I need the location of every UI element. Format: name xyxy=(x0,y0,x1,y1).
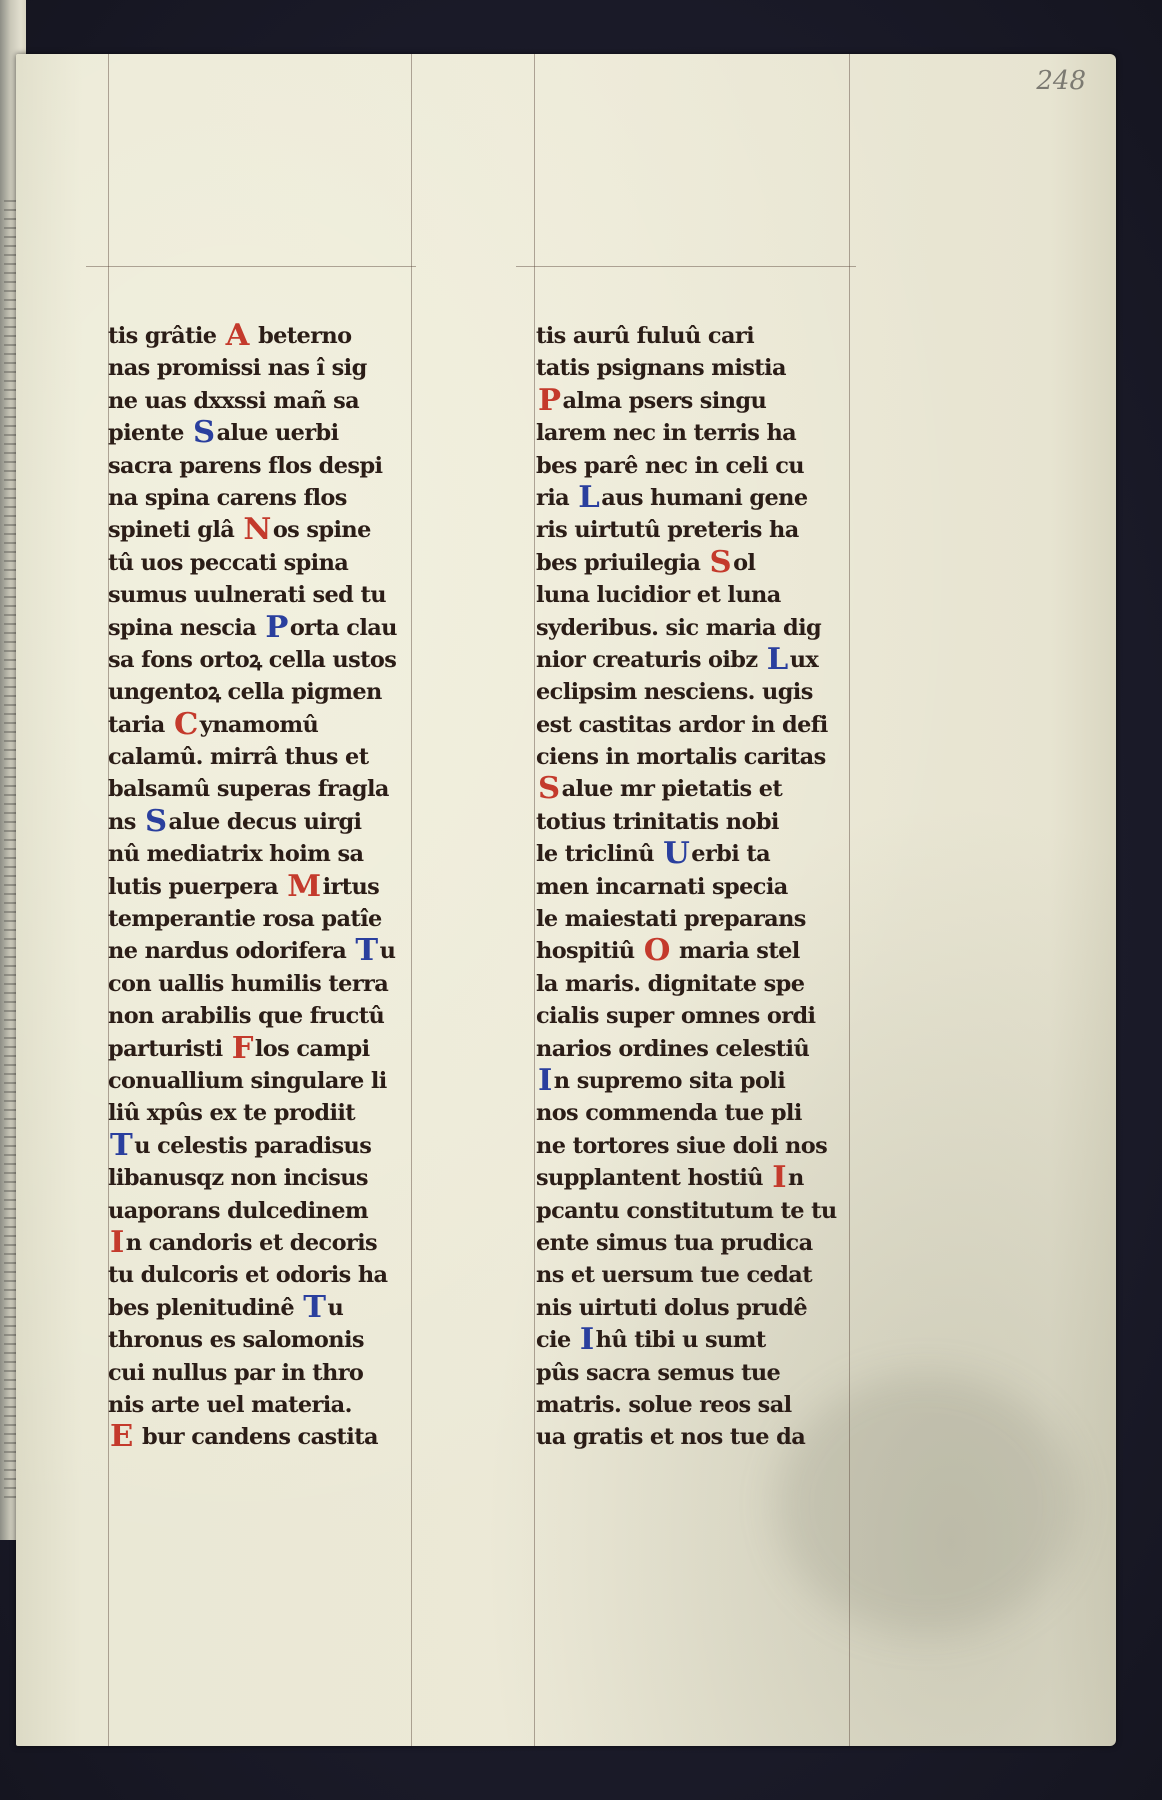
text-line xyxy=(536,612,888,644)
text-line xyxy=(108,1065,445,1097)
text-line xyxy=(108,1324,445,1356)
line-text: larem nec in terris ha xyxy=(536,420,797,447)
text-line xyxy=(536,1259,888,1291)
text-line xyxy=(536,1097,888,1129)
line-text: parturisti xyxy=(108,1035,230,1062)
line-text: spina nescia xyxy=(108,614,264,641)
line-text: matris. solue reos sal xyxy=(536,1391,792,1418)
text-line xyxy=(108,773,445,805)
decorated-initial: M xyxy=(287,868,321,904)
line-text: la maris. dignitate spe xyxy=(536,970,805,997)
line-text: pcantu constitutum te tu xyxy=(536,1197,837,1224)
decorated-initial: I xyxy=(538,1062,552,1098)
line-text: con uallis humilis terra xyxy=(108,970,389,997)
line-text: ynamomû xyxy=(199,711,319,738)
line-text: sacra parens flos despi xyxy=(108,452,383,479)
folio-number: 248 xyxy=(1036,66,1086,96)
text-line xyxy=(108,482,445,514)
text-line xyxy=(108,1389,445,1421)
line-text: supplantent hostiû xyxy=(536,1165,771,1192)
line-text: hospitiû xyxy=(536,938,642,965)
line-text: ne uas dxxssi mañ sa xyxy=(108,387,360,414)
text-line xyxy=(108,1421,445,1453)
decorated-initial: L xyxy=(578,479,600,515)
text-line xyxy=(536,838,888,870)
line-text: non arabilis que fructû xyxy=(108,1003,385,1030)
line-text: le triclinû xyxy=(536,841,662,868)
line-text: ns et uersum tue cedat xyxy=(536,1262,812,1289)
line-text: hû tibi u sumt xyxy=(595,1327,766,1354)
text-line xyxy=(536,320,888,352)
text-line xyxy=(108,903,445,935)
text-line xyxy=(108,547,445,579)
line-text: alma psers singu xyxy=(562,387,767,414)
decorated-initial: I xyxy=(110,1224,124,1260)
line-text: calamû. mirrâ thus et xyxy=(108,744,369,771)
text-line xyxy=(108,514,445,546)
line-text: liû xpûs ex te prodiit xyxy=(108,1100,356,1127)
text-line xyxy=(536,1227,888,1259)
line-text: eclipsim nesciens. ugis xyxy=(536,679,813,706)
line-text: temperantie rosa patîe xyxy=(108,906,382,933)
line-text: balsamû superas fragla xyxy=(108,776,389,803)
line-text: na spina carens flos xyxy=(108,484,347,511)
text-line xyxy=(108,1224,445,1260)
text-line xyxy=(536,1421,888,1453)
decorated-initial: A xyxy=(225,318,249,353)
line-text: spineti glâ xyxy=(108,517,242,544)
text-line xyxy=(108,1030,445,1066)
text-line xyxy=(536,544,888,580)
ruling-top-right xyxy=(516,266,856,267)
decorated-initial: U xyxy=(663,836,690,872)
line-text: le maiestati preparans xyxy=(536,906,806,933)
text-line xyxy=(536,903,888,935)
line-text: n xyxy=(787,1165,804,1192)
line-text: ungentoꝝ cella pigmen xyxy=(108,679,382,706)
text-line xyxy=(108,935,445,967)
text-line xyxy=(108,1357,445,1389)
text-line xyxy=(108,417,445,449)
line-text: aus humani gene xyxy=(601,484,808,511)
text-line xyxy=(108,706,445,742)
line-text: ria xyxy=(536,484,577,511)
line-text: erbi ta xyxy=(691,841,771,868)
line-text: u celestis paradisus xyxy=(134,1132,372,1159)
decorated-initial: T xyxy=(355,933,378,969)
line-text: conuallium singulare li xyxy=(108,1067,387,1094)
text-line xyxy=(536,1195,888,1227)
text-line xyxy=(108,968,445,1000)
text-line xyxy=(536,450,888,482)
line-text: alue uerbi xyxy=(216,420,339,447)
line-text: u xyxy=(379,938,396,965)
line-text: sumus uulnerati sed tu xyxy=(108,582,386,609)
text-line xyxy=(536,514,888,546)
decorated-initial: P xyxy=(265,609,288,645)
ruling-top-left xyxy=(86,266,416,267)
text-line xyxy=(536,479,888,515)
line-text: los campi xyxy=(254,1035,370,1062)
text-line xyxy=(536,709,888,741)
text-line xyxy=(108,385,445,417)
line-text: pûs sacra semus tue xyxy=(536,1359,781,1386)
decorated-initial: S xyxy=(193,415,215,451)
line-text: cui nullus par in thro xyxy=(108,1359,364,1386)
text-line xyxy=(536,1357,888,1389)
line-text: uaporans dulcedinem xyxy=(108,1197,369,1224)
text-line xyxy=(536,676,888,708)
decorated-initial: S xyxy=(709,544,732,580)
text-line xyxy=(536,1000,888,1032)
text-line xyxy=(108,1162,445,1194)
line-text: ente simus tua prudica xyxy=(536,1229,813,1256)
decorated-initial: F xyxy=(231,1030,253,1066)
line-text: n supremo sita poli xyxy=(553,1067,786,1094)
manuscript-page xyxy=(16,54,1116,1746)
decorated-initial: P xyxy=(538,382,561,418)
left-text-column xyxy=(108,320,438,1454)
decorated-initial: I xyxy=(579,1322,594,1358)
text-line xyxy=(108,838,445,870)
line-text: sa fons ortoꝝ cella ustos xyxy=(108,646,397,673)
text-line xyxy=(536,741,888,773)
text-line xyxy=(108,741,445,773)
text-line xyxy=(536,968,888,1000)
line-text: beterno xyxy=(250,323,352,349)
text-line xyxy=(536,641,888,677)
line-text: nis uirtuti dolus prudê xyxy=(536,1294,808,1321)
text-line xyxy=(536,1033,888,1065)
line-text: syderibus. sic maria dig xyxy=(536,614,822,641)
text-line xyxy=(108,450,445,482)
decorated-initial: C xyxy=(173,706,198,742)
line-text: ciens in mortalis caritas xyxy=(536,744,826,771)
line-text: cialis super omnes ordi xyxy=(536,1003,816,1030)
line-text: tis grâtie xyxy=(108,323,224,349)
decorated-initial: T xyxy=(303,1289,326,1325)
line-text: thronus es salomonis xyxy=(108,1327,364,1354)
text-line xyxy=(108,803,445,839)
text-line xyxy=(536,1130,888,1162)
decorated-initial: L xyxy=(766,641,788,677)
text-line xyxy=(536,773,888,805)
text-line xyxy=(108,1127,445,1163)
line-text: ua gratis et nos tue da xyxy=(536,1424,806,1451)
line-text: irtus xyxy=(322,873,380,900)
text-line xyxy=(108,644,445,676)
text-line xyxy=(536,1062,888,1098)
text-line xyxy=(108,579,445,611)
line-text: ne nardus odorifera xyxy=(108,938,354,965)
line-text: nû mediatrix hoim sa xyxy=(108,841,364,868)
text-line xyxy=(536,1162,888,1194)
line-text: nas promissi nas î sig xyxy=(108,355,367,382)
line-text: totius trinitatis nobi xyxy=(536,808,779,835)
decorated-initial: S xyxy=(538,771,560,807)
line-text: libanusqz non incisus xyxy=(108,1165,368,1192)
line-text: maria stel xyxy=(671,938,800,965)
text-line xyxy=(536,935,888,967)
line-text: nis arte uel materia. xyxy=(108,1391,352,1418)
text-line xyxy=(108,1195,445,1227)
text-line xyxy=(536,1324,888,1356)
line-text: bes priuilegia xyxy=(536,549,708,576)
line-text: nos commenda tue pli xyxy=(536,1100,802,1127)
text-line xyxy=(108,320,445,352)
text-line xyxy=(536,1292,888,1324)
line-text: est castitas ardor in defi xyxy=(536,711,828,738)
line-text: os spine xyxy=(272,517,371,544)
line-text: luna lucidior et luna xyxy=(536,582,781,609)
line-text: taria xyxy=(108,711,172,738)
line-text: alue mr pietatis et xyxy=(561,776,783,803)
line-text: ns xyxy=(108,808,143,835)
text-line xyxy=(536,579,888,611)
line-text: tatis psignans mistia xyxy=(536,355,786,382)
line-text: nior creaturis oibz xyxy=(536,646,765,673)
text-line xyxy=(108,676,445,708)
line-text: bes plenitudinê xyxy=(108,1294,302,1321)
text-line xyxy=(536,1389,888,1421)
line-text: orta clau xyxy=(289,614,397,641)
text-line xyxy=(536,806,888,838)
decorated-initial: T xyxy=(110,1127,133,1163)
decorated-initial: S xyxy=(144,803,167,839)
text-line xyxy=(108,609,445,645)
line-text: ux xyxy=(789,646,819,673)
line-text: lutis puerpera xyxy=(108,873,286,900)
line-text: piente xyxy=(108,420,191,447)
line-text: ol xyxy=(733,549,756,576)
line-text: u xyxy=(327,1294,344,1321)
text-line xyxy=(108,1097,445,1129)
line-text: bur candens castita xyxy=(134,1424,378,1451)
decorated-initial: O xyxy=(643,933,670,969)
text-line xyxy=(536,352,888,384)
line-text: men incarnati specia xyxy=(536,873,788,900)
line-text: alue decus uirgi xyxy=(168,808,362,835)
line-text: tu dulcoris et odoris ha xyxy=(108,1262,388,1289)
text-line xyxy=(108,1259,445,1291)
ruling-line-right-outer xyxy=(534,54,535,1746)
line-text: tû uos peccati spina xyxy=(108,549,349,576)
line-text: ris uirtutû preteris ha xyxy=(536,517,799,544)
text-line xyxy=(108,352,445,384)
text-line xyxy=(536,871,888,903)
line-text: cie xyxy=(536,1327,578,1354)
line-text: bes parê nec in celi cu xyxy=(536,452,804,479)
decorated-initial: N xyxy=(243,512,271,548)
line-text: tis aurû fuluû cari xyxy=(536,323,755,349)
line-text: ne tortores siue doli nos xyxy=(536,1132,828,1159)
text-line xyxy=(536,382,888,418)
line-text: n candoris et decoris xyxy=(125,1229,378,1256)
right-text-column xyxy=(536,320,881,1454)
text-line xyxy=(108,868,445,904)
text-line xyxy=(108,1289,445,1325)
line-text: narios ordines celestiû xyxy=(536,1035,810,1062)
text-line xyxy=(536,417,888,449)
decorated-initial: I xyxy=(772,1160,786,1196)
text-line xyxy=(108,1000,445,1032)
decorated-initial: E xyxy=(110,1419,133,1455)
